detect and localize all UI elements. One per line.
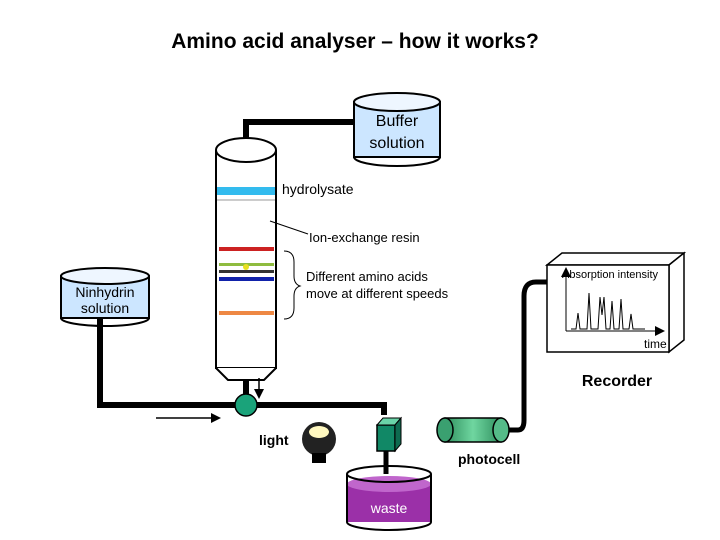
ion-exchange-column <box>216 138 276 380</box>
diagram-title: Amino acid analyser – how it works? <box>171 30 539 53</box>
band-red <box>219 247 274 251</box>
recorder-box <box>547 253 684 352</box>
main-flow-pipe <box>256 405 384 415</box>
buffer-label-line1: Buffer <box>375 113 419 130</box>
hydrolysate-label: hydrolysate <box>282 181 354 197</box>
hydrolysate-band <box>217 187 275 195</box>
band-blue <box>219 277 274 281</box>
flow-cell <box>377 418 401 451</box>
band-yellow-dot <box>243 264 249 270</box>
band-orange <box>219 311 274 315</box>
speeds-label-line2: move at different speeds <box>306 286 449 301</box>
band-dark <box>219 270 274 273</box>
absorption-axis-label: Absorption intensity <box>562 269 658 281</box>
photocell-signal-cable <box>509 282 547 430</box>
waste-container <box>347 466 431 530</box>
ninhydrin-bottle <box>61 268 149 326</box>
ninhydrin-label-line1: Ninhydrin <box>75 284 135 300</box>
ninhydrin-label-line2: solution <box>80 300 130 316</box>
waste-label: waste <box>370 500 408 516</box>
resin-label: Ion-exchange resin <box>309 230 420 245</box>
photocell-icon <box>437 418 509 442</box>
photocell-label: photocell <box>458 451 521 467</box>
light-label: light <box>259 432 289 448</box>
buffer-bottle <box>354 93 440 166</box>
recorder-label: Recorder <box>581 373 653 390</box>
time-axis-label: time <box>644 337 667 351</box>
buffer-label-line2: solution <box>369 135 425 152</box>
light-bulb-icon <box>302 422 336 463</box>
speeds-label-line1: Different amino acids <box>306 269 428 284</box>
bands-brace <box>284 251 300 319</box>
pump-icon <box>235 394 257 416</box>
